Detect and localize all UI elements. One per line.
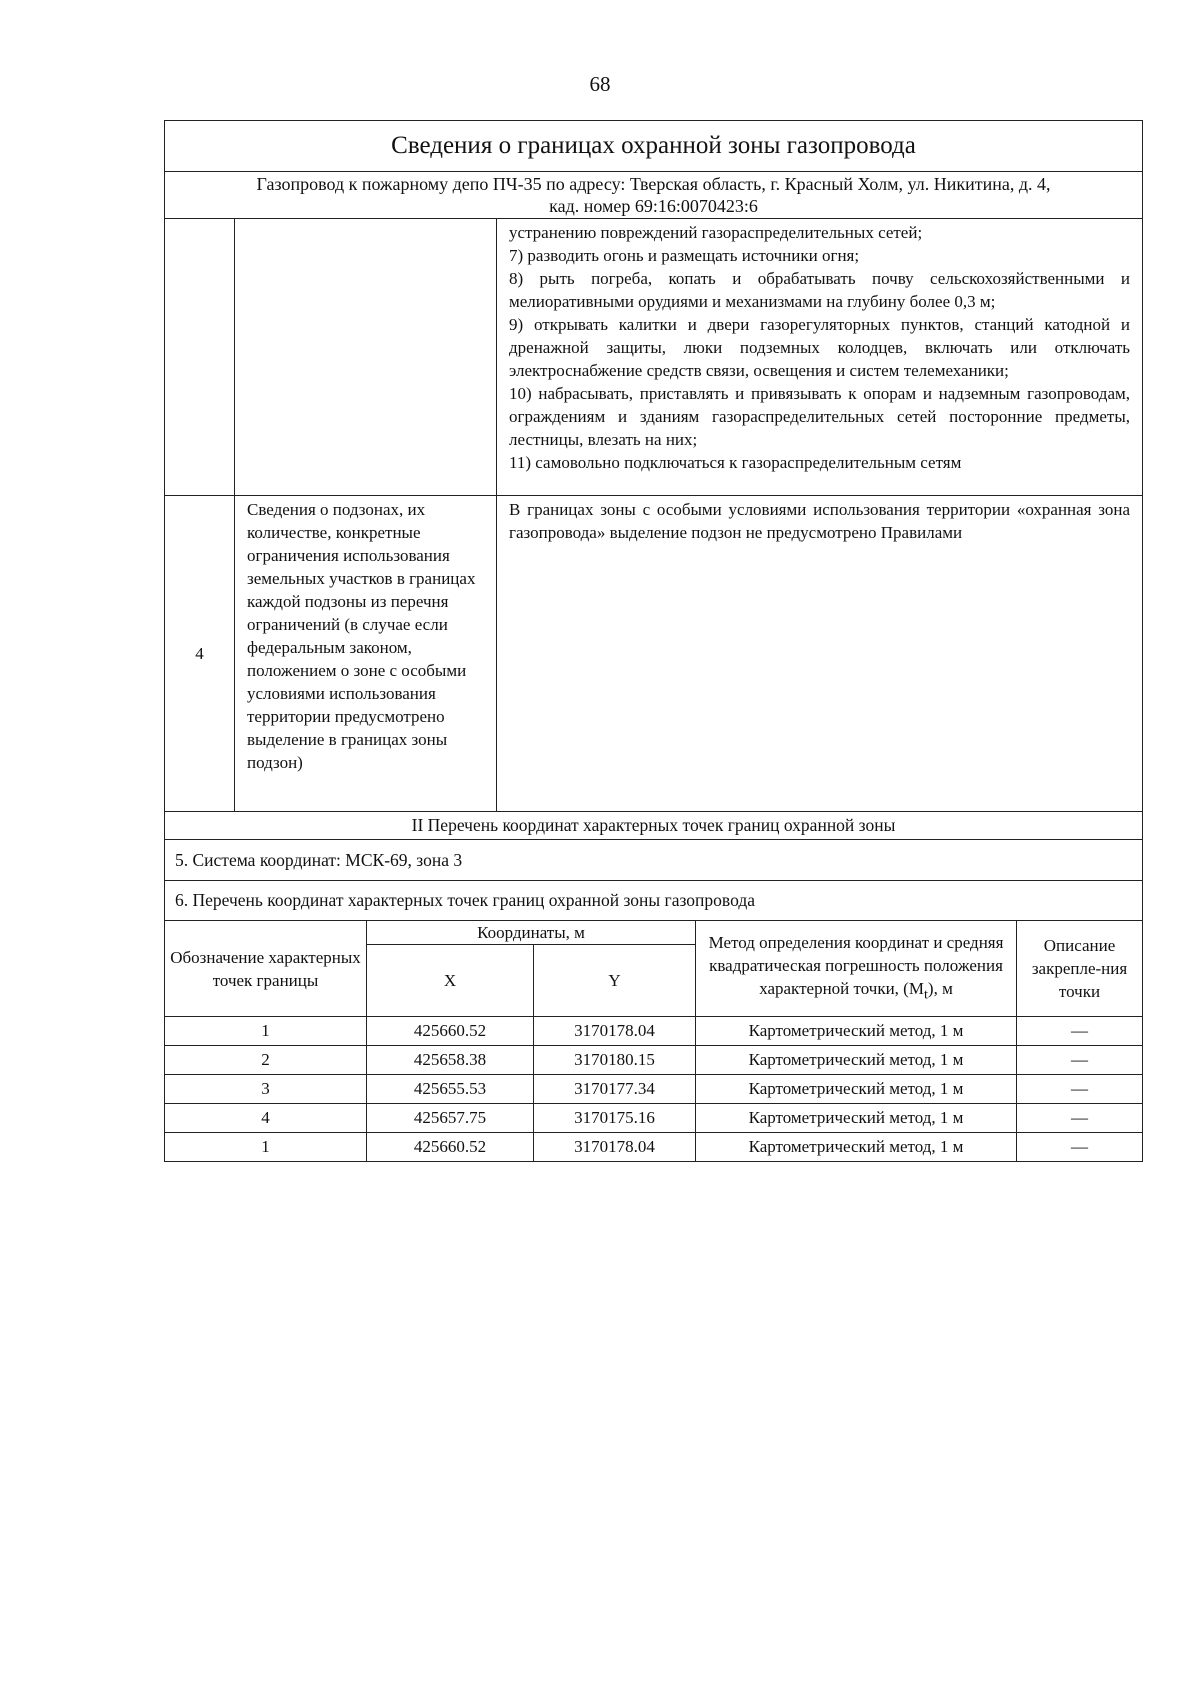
zone-info-table <box>164 120 1143 921</box>
point-number: 1 <box>165 1133 367 1162</box>
subzones-label: Сведения о подзонах, их количестве, конкретные ограничения использования земельных участков в границах каждой подзоны из перечня ограничений (в случае если федеральным законом, положением о зоне с особыми условиями использования территории предусмотрено выделение в границах зоны подзон) <box>235 496 497 812</box>
subtitle-row <box>165 172 1143 219</box>
description: — <box>1017 1133 1143 1162</box>
subtitle-line-1: Газопровод к пожарному депо ПЧ-35 по адресу: Тверская область, г. Красный Холм, ул. Никитина, д. 4, <box>256 174 1051 194</box>
table-row <box>165 1017 1143 1046</box>
restrictions-list <box>497 219 1143 496</box>
header-method-subscript: t <box>923 986 928 1003</box>
header-y: Y <box>534 945 696 1017</box>
coord-system: 5. Система координат: МСК-69, зона 3 <box>165 840 1143 881</box>
document-title: Сведения о границах охранной зоны газопровода <box>165 121 1143 172</box>
method: Картометрический метод, 1 м <box>696 1017 1017 1046</box>
coord-y: 3170178.04 <box>534 1017 696 1046</box>
table-row <box>165 1133 1143 1162</box>
coord-x: 425660.52 <box>367 1133 534 1162</box>
method: Картометрический метод, 1 м <box>696 1133 1017 1162</box>
point-number: 1 <box>165 1017 367 1046</box>
section2-title: II Перечень координат характерных точек границ охранной зоны <box>165 812 1143 840</box>
restrictions-label-cell <box>235 219 497 496</box>
table-row <box>165 1075 1143 1104</box>
description: — <box>1017 1046 1143 1075</box>
table-row <box>165 1046 1143 1075</box>
section2-row <box>165 812 1143 840</box>
restriction-item: 11) самовольно подключаться к газораспределительным сетям <box>509 453 962 472</box>
coord-x: 425660.52 <box>367 1017 534 1046</box>
header-method-text: Метод определения координат и средняя квадратическая погрешность положения характерной точки, (M <box>708 932 1004 998</box>
restriction-item: 8) рыть погреба, копать и обрабатывать почву сельскохозяйственными и мелиоративными орудиями и механизмами на глубину более 0,3 м; <box>509 269 1131 311</box>
header-point: Обозначение характерных точек границы <box>165 921 367 1017</box>
description: — <box>1017 1075 1143 1104</box>
header-x: X <box>367 945 534 1017</box>
coord-y: 3170175.16 <box>534 1104 696 1133</box>
coord-x: 425658.38 <box>367 1046 534 1075</box>
coords-list-title-row <box>165 881 1143 921</box>
title-row <box>165 121 1143 172</box>
restrictions-number-cell <box>165 219 235 496</box>
coord-system-row <box>165 840 1143 881</box>
header-method <box>696 921 1017 1017</box>
row-number: 4 <box>165 496 235 812</box>
coords-header-row <box>165 921 1143 945</box>
coord-y: 3170180.15 <box>534 1046 696 1075</box>
method: Картометрический метод, 1 м <box>696 1075 1017 1104</box>
page-number: 68 <box>589 72 611 96</box>
restriction-item: 9) открывать калитки и двери газорегуляторных пунктов, станций катодной и дренажной защиты, люки подземных колодцев, включать или отключать электроснабжение средств связи, освещения и систем телемеханики; <box>509 315 1131 380</box>
coord-x: 425655.53 <box>367 1075 534 1104</box>
method: Картометрический метод, 1 м <box>696 1104 1017 1133</box>
subtitle-line-2: кад. номер 69:16:0070423:6 <box>549 196 758 216</box>
coords-list-title: 6. Перечень координат характерных точек границ охранной зоны газопровода <box>165 881 1143 921</box>
point-number: 2 <box>165 1046 367 1075</box>
coord-y: 3170178.04 <box>534 1133 696 1162</box>
header-description: Описание закрепле-ния точки <box>1017 921 1143 1017</box>
table-row <box>165 1104 1143 1133</box>
header-method-unit: ), м <box>927 978 953 998</box>
restriction-item: 7) разводить огонь и размещать источники огня; <box>509 246 860 265</box>
coordinates-table <box>164 920 1143 1162</box>
coord-y: 3170177.34 <box>534 1075 696 1104</box>
point-number: 4 <box>165 1104 367 1133</box>
description: — <box>1017 1017 1143 1046</box>
method: Картометрический метод, 1 м <box>696 1046 1017 1075</box>
header-coordinates: Координаты, м <box>367 921 696 945</box>
description: — <box>1017 1104 1143 1133</box>
restriction-item: 10) набрасывать, приставлять и привязывать к опорам и надземным газопроводам, ограждениям и зданиям газораспределительных сетей посторонние предметы, лестницы, влезать на них; <box>509 384 1131 449</box>
point-number: 3 <box>165 1075 367 1104</box>
subzones-value: В границах зоны с особыми условиями использования территории «охранная зона газопровода» выделение подзон не предусмотрено Правилами <box>497 496 1143 812</box>
restrictions-row <box>165 219 1143 496</box>
restriction-item: устранению повреждений газораспределительных сетей; <box>509 223 923 242</box>
document-subtitle <box>165 172 1143 219</box>
coord-x: 425657.75 <box>367 1104 534 1133</box>
subzones-row <box>165 496 1143 812</box>
